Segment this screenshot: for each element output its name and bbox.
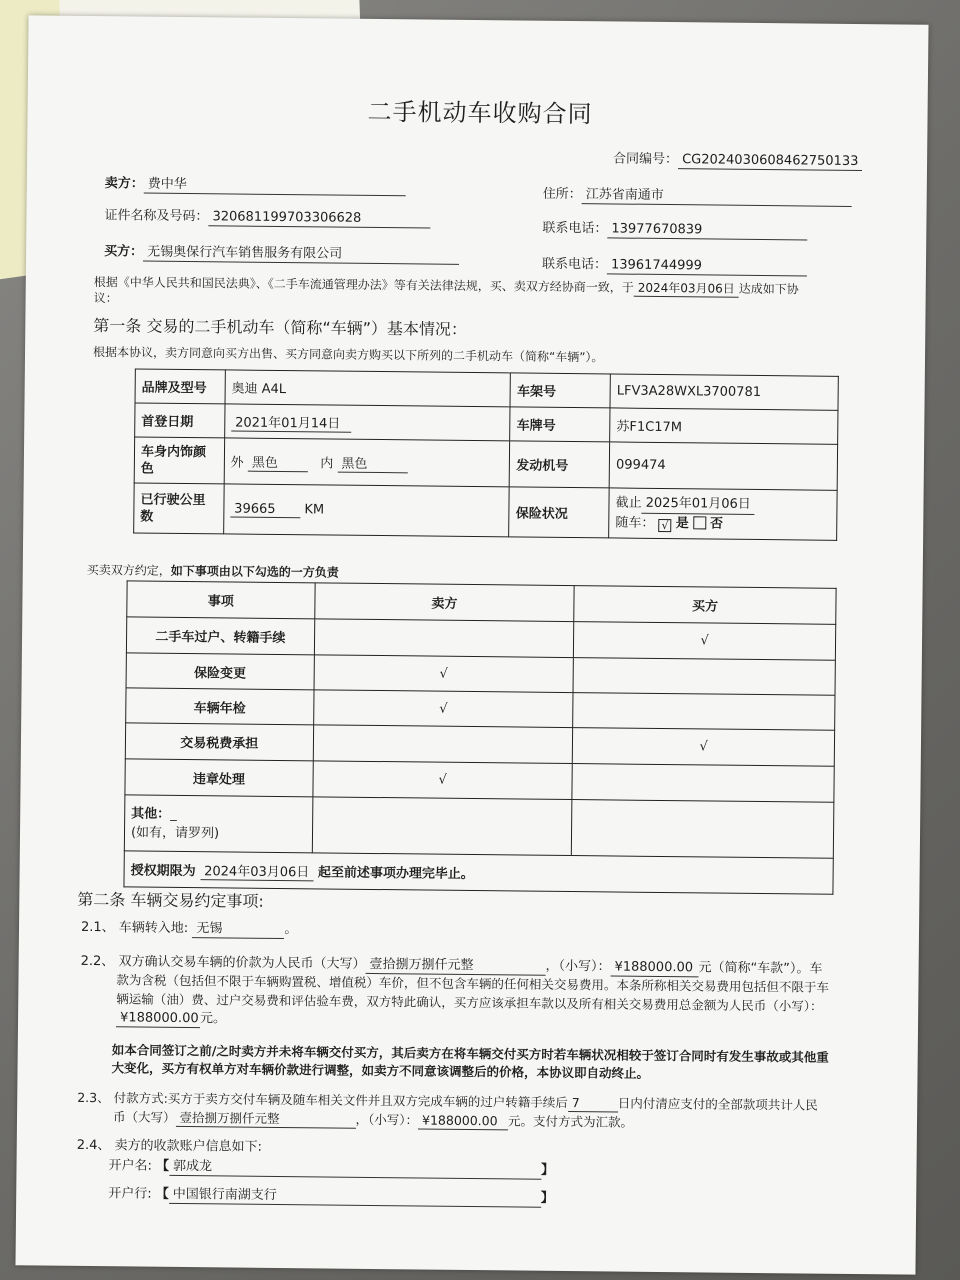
other-value: _ [170,806,177,822]
insurance-yes-label: 是 [675,516,689,532]
article-2-title: 第二条 车辆交易约定事项: [77,889,264,911]
other-seller-cell[interactable] [312,797,572,856]
section-2-4 [77,1138,262,1156]
other-cell [124,795,312,853]
id-number: 320681199703306628 [208,209,430,228]
seller-name: 费中华 [144,177,406,197]
preamble-continued: 议： [93,291,118,306]
insurance-label: 保险状况 [509,487,609,538]
contract-number-label: 合同编号： [613,151,679,168]
duty-seller-check[interactable]: √ [313,761,573,800]
id-row [104,208,430,228]
seller-row [105,176,406,196]
buyer-label: 买方： [104,244,144,260]
adjustment-clause-line1: 如本合同签订之前/之时卖方并未将车辆交付买方，其后卖方在将车辆交付买方时若车辆状况相较于签订合同时有发生事故或其他重 [111,1042,829,1065]
article-1-intro: 根据本协议，卖方同意向买方出售、买方同意向卖方购买以下所列的二手机动车（简称“车辆”）。 [92,345,604,365]
phone-label: 联系电话： [541,256,608,273]
payment-lower-label: ，（小写）： [355,1111,419,1128]
payment-days: 7 [568,1095,618,1113]
auth-date: 2024年03月06日 [200,860,313,881]
article-1-title: 第一条 交易的二手机动车（简称“车辆”）基本情况： [93,316,468,339]
table-row-other [124,795,834,858]
color-cell [224,438,510,487]
price-lowercase: ¥188000.00 [610,959,698,977]
duty-seller-check[interactable] [314,619,574,658]
auth-suffix: 起至前述事项办理完毕止。 [317,864,474,882]
duty-buyer-check[interactable] [573,693,835,731]
bracket-close: 】 [540,1190,554,1206]
section-2-3-line2 [113,1109,633,1131]
payment-upper-label: 币（大写） [112,1109,176,1125]
duty-buyer-check[interactable] [572,764,834,803]
destination-label: 车辆转入地: [118,920,189,937]
exterior-prefix: 外 [230,454,244,471]
bracket-open: 【 [155,1186,169,1202]
insurance-cell [609,488,837,540]
price-text: 双方确认交易车辆的价款为人民币（大写） [118,954,366,972]
id-label: 证件名称及号码： [104,208,209,225]
duty-item: 违章处理 [125,759,313,797]
duty-buyer-check[interactable]: √ [574,622,836,661]
mileage-cell [223,484,509,537]
adjustment-clause-line2: 大变化，买方有权单方对车辆价款进行调整，如卖方不同意该调整后的价格，本协议即自动终止。 [111,1060,650,1081]
duty-table [123,580,836,894]
agree-intro-text: 买卖双方约定， [86,562,171,578]
bracket-close: 】 [540,1162,555,1178]
address-value: 江苏省南通市 [582,187,852,207]
bracket-open: 【 [155,1158,170,1174]
total-amount: ¥188000.00 [116,1010,200,1028]
interior-color: 黑色 [337,452,407,473]
payment-text: 付款方式:买方于卖方交付车辆及随车相关文件并且双方完成车辆的过户转籍手续后 [113,1090,568,1111]
duty-item: 二手车过户、转籍手续 [126,617,314,655]
duty-seller-check[interactable]: √ [313,690,573,728]
price-text-end: 元（简称“车款”）。车 [698,960,823,977]
account-name: 郭成龙 [169,1159,541,1180]
brand-value: 奥迪 A4L [225,370,511,407]
section-2-2-line2: 款为含税（包括但不限于车辆购置税、增值税）车价，但不包含车辆的任何相关交易费用。本条所称相关交易费用包括但不限于车 [116,972,830,995]
duty-header-item: 事项 [127,581,315,619]
plate-label: 车牌号 [510,407,610,442]
preamble-text-end: 达成如下协 [738,281,799,297]
duty-seller-check[interactable] [313,725,573,764]
duty-item: 交易税费承担 [125,723,313,761]
address-row [543,187,852,207]
insurance-no-label: 否 [709,516,724,532]
other-buyer-cell[interactable] [572,800,834,859]
seller-phone: 13977670839 [607,221,807,240]
other-label: 其他： [131,805,171,822]
engine-label: 发动机号 [510,441,610,488]
seller-phone-row [542,221,807,241]
first-reg-label: 首登日期 [135,403,225,438]
seller-label: 卖方： [104,176,144,192]
preamble [94,274,799,298]
insurance-yes-checkbox[interactable]: √ [659,519,672,532]
section-number: 2.1、 [80,919,115,936]
contract-number-value: CG2024030608462750133 [678,152,862,171]
vin-label: 车架号 [510,373,610,408]
payment-uppercase: 壹拾捌万捌仟元整 [175,1110,355,1129]
preamble-text: 根据《中华人民共和国民法典》、《二手车流通管理办法》等有关法律法规，买、卖双方经协商一致，于 [93,275,634,295]
plate-value: 苏F1C17M [610,408,838,444]
phone-label: 联系电话： [542,220,608,237]
mileage-label: 已行驶公里数 [134,483,224,534]
engine-value: 099474 [609,442,837,490]
duty-item: 保险变更 [126,653,314,690]
color-label: 车身内饰颜色 [134,437,224,484]
page-title: 二手机动车收购合同 [367,97,593,129]
price-text-lower: ，（小写）： [545,958,611,975]
duty-buyer-check[interactable]: √ [573,728,835,767]
duty-item: 车辆年检 [126,688,314,725]
duty-buyer-check[interactable] [573,658,835,696]
buyer-phone: 13961744999 [607,257,807,276]
destination-value: 无锡 [192,921,284,939]
payment-lowercase: ¥188000.00 [418,1112,508,1130]
account-name-label: 开户名: [108,1158,152,1174]
agree-intro-bold: 如下事项由以下勾选的一方负责 [170,563,339,580]
mileage-unit: KM [304,501,325,517]
payment-method: 元。支付方式为汇款。 [507,1113,634,1130]
agree-intro [87,562,339,581]
address-label: 住所： [542,186,582,203]
first-reg-value: 2021年01月14日 [231,411,351,432]
section-number: 2.2、 [80,953,115,970]
section-2-2-line3: 辆运输（油）费、过户交易费和评估验车费，双方特此确认，买方应该承担车款以及所有相关交易费用总金额为人民币（小写）： [116,991,823,1014]
contract-number [613,151,862,171]
auth-label: 授权期限为 [130,862,196,879]
interior-prefix: 内 [320,455,334,472]
contract-page [15,15,928,1274]
buyer-row [104,244,459,265]
duty-seller-check[interactable]: √ [314,655,574,693]
total-unit: 元。 [199,1011,227,1027]
authorization-row [124,851,833,894]
insurance-no-checkbox[interactable] [693,516,706,529]
exterior-color: 黑色 [248,451,308,472]
vehicle-info-table [133,368,839,540]
insurance-until-date: 2025年01月06日 [642,494,755,515]
bank-label: 开户行: [108,1186,152,1202]
insurance-with-car-label: 随车： [615,515,655,531]
bank-name: 中国银行南湖支行 [169,1187,541,1208]
insurance-until-prefix: 截止 [615,495,642,511]
first-reg-cell [224,404,510,441]
vin-value: LFV3A28WXL3700781 [610,374,838,410]
section-number: 2.3、 [77,1089,110,1106]
account-info-label: 卖方的收款账户信息如下: [114,1138,263,1155]
buyer-name: 无锡奥保行汽车销售服务有限公司 [143,245,459,265]
agreement-date: 2024年03月06日 [634,280,739,298]
other-note: (如有，请罗列) [130,824,220,841]
section-number: 2.4、 [76,1137,111,1154]
price-uppercase: 壹拾捌万捌仟元整 [365,957,545,976]
duty-header-seller: 卖方 [315,583,575,622]
section-2-2-line4 [116,1010,226,1028]
duty-header-buyer: 买方 [574,586,836,625]
mileage-value: 39665 [230,501,300,518]
account-name-row [108,1158,554,1180]
payment-text-end: 日内付清应支付的全部款项共计人民 [617,1095,818,1113]
bank-row [108,1186,554,1208]
brand-label: 品牌及型号 [135,369,225,404]
buyer-phone-row [542,257,807,277]
section-2-1: 2.1、 车辆转入地: 无锡 。 [80,919,298,938]
